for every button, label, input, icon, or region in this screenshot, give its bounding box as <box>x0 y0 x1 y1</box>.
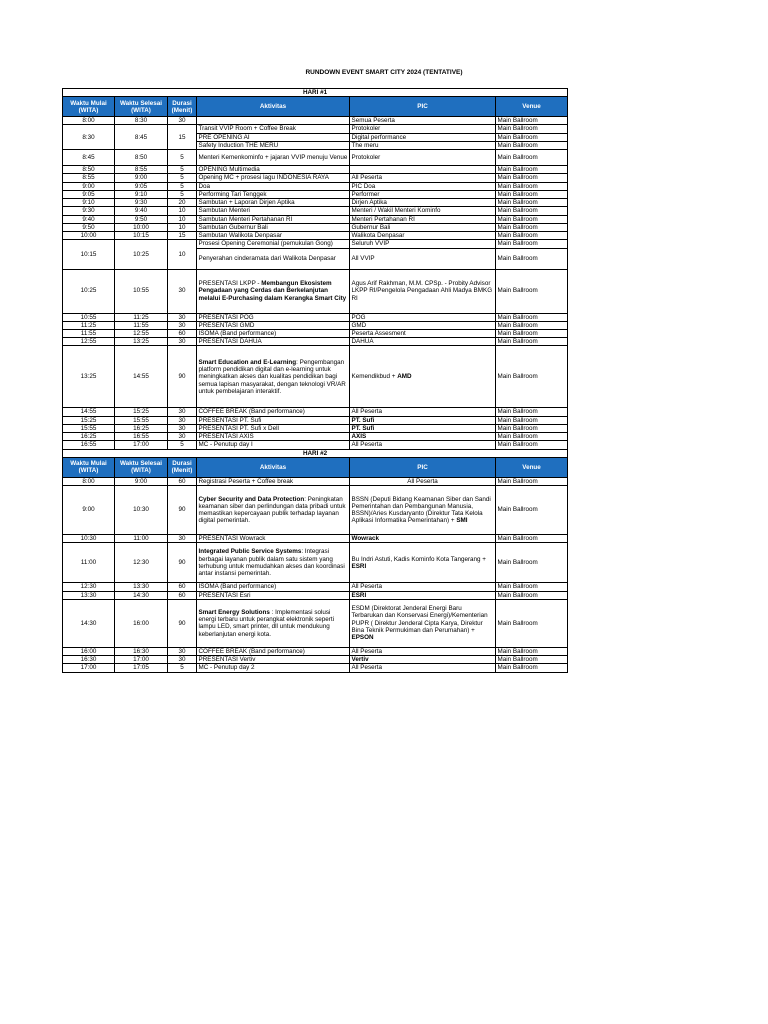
end-time: 16:25 <box>115 424 168 432</box>
duration: 20 <box>168 199 197 207</box>
table-row <box>63 647 568 655</box>
column-header-row <box>63 97 568 117</box>
venue: Main Ballroom <box>496 321 568 329</box>
venue: Main Ballroom <box>496 182 568 190</box>
end-time: 13:25 <box>115 338 168 346</box>
document-title: RUNDOWN EVENT SMART CITY 2024 (TENTATIVE) <box>305 69 463 76</box>
start-time: 10:25 <box>63 269 115 313</box>
activity: MC - Penutup day 2 <box>197 664 350 672</box>
activity: Opening MC + prosesi lagu INDONESIA RAYA <box>197 174 350 182</box>
column-header-row <box>63 457 568 477</box>
venue: Main Ballroom <box>496 329 568 337</box>
pic: Walikota Denpasar <box>350 232 496 240</box>
venue: Main Ballroom <box>496 269 568 313</box>
pic: GMD <box>350 321 496 329</box>
end-time: 10:00 <box>115 223 168 231</box>
start-time: 8:00 <box>63 117 115 125</box>
column-header-venue: Venue <box>496 97 568 117</box>
table-row <box>63 232 568 240</box>
end-time: 14:55 <box>115 346 168 408</box>
pic: The meru <box>350 141 496 149</box>
venue: Main Ballroom <box>496 240 568 248</box>
activity: ISOMA (Band performance) <box>197 583 350 591</box>
duration: 30 <box>168 321 197 329</box>
venue: Main Ballroom <box>496 174 568 182</box>
duration: 5 <box>168 150 197 166</box>
activity: PRESENTASI DAHUA <box>197 338 350 346</box>
activity: PRESENTASI Vertiv <box>197 656 350 664</box>
pic: PIC Doa <box>350 182 496 190</box>
duration: 5 <box>168 182 197 190</box>
venue: Main Ballroom <box>496 416 568 424</box>
venue: Main Ballroom <box>496 125 568 133</box>
column-header-pic: PIC <box>350 97 496 117</box>
start-time: 11:25 <box>63 321 115 329</box>
duration: 60 <box>168 591 197 599</box>
venue: Main Ballroom <box>496 543 568 583</box>
end-time: 9:10 <box>115 190 168 198</box>
venue: Main Ballroom <box>496 486 568 535</box>
table-row <box>63 424 568 432</box>
activity: Registrasi Peserta + Coffee break <box>197 477 350 485</box>
table-row <box>63 182 568 190</box>
table-row <box>63 543 568 583</box>
end-time: 10:25 <box>115 240 168 269</box>
end-time: 13:30 <box>115 583 168 591</box>
duration: 5 <box>168 174 197 182</box>
activity: PRESENTASI LKPP - Membangun Ekosistem Pengadaan yang Cerdas dan Berkelanjutan melalui E-Purchasing dalam Kerangka Smart City <box>197 269 350 313</box>
pic: Dirjen Aptika <box>350 199 496 207</box>
pic <box>350 166 496 174</box>
venue: Main Ballroom <box>496 346 568 408</box>
pic: Bu Indri Astuti, Kadis Kominfo Kota Tangerang + ESRI <box>350 543 496 583</box>
start-time: 9:00 <box>63 486 115 535</box>
activity: PRESENTASI POG <box>197 313 350 321</box>
venue: Main Ballroom <box>496 117 568 125</box>
pic: Kemendikbud + AMD <box>350 346 496 408</box>
duration: 30 <box>168 313 197 321</box>
pic: PT. Sufi <box>350 416 496 424</box>
table-row <box>63 664 568 672</box>
start-time: 10:15 <box>63 240 115 269</box>
duration: 5 <box>168 664 197 672</box>
day-header-row <box>63 449 568 457</box>
duration: 90 <box>168 543 197 583</box>
table-row <box>63 486 568 535</box>
venue: Main Ballroom <box>496 141 568 149</box>
table-row <box>63 269 568 313</box>
end-time: 17:05 <box>115 664 168 672</box>
activity: PRESENTASI Esri <box>197 591 350 599</box>
table-row <box>63 223 568 231</box>
column-header-act: Aktivitas <box>197 97 350 117</box>
activity: Menteri Kemenkominfo + jajaran VVIP menuju Venue <box>197 150 350 166</box>
table-row <box>63 656 568 664</box>
duration: 60 <box>168 583 197 591</box>
venue: Main Ballroom <box>496 166 568 174</box>
pic: All VVIP <box>350 248 496 269</box>
start-time: 8:50 <box>63 166 115 174</box>
venue: Main Ballroom <box>496 583 568 591</box>
column-header-dur: Durasi (Menit) <box>168 457 197 477</box>
start-time: 16:30 <box>63 656 115 664</box>
activity: Integrated Public Service Systems: Integrasi berbagai layanan publik dalam satu sistem yang terhubung untuk memudahkan akses dan koordinasi antar instansi pemerintah. <box>197 543 350 583</box>
table-row <box>63 591 568 599</box>
pic: BSSN (Deputi Bidang Keamanan Siber dan Sandi Pemerintahan dan Pembangunan Manusia, BSSN)/Aries Kusdaryanto (Direktur Tata Kelola Aplikasi Informatika Pemerintahan) + SMI <box>350 486 496 535</box>
pic: Menteri Pertahanan RI <box>350 215 496 223</box>
pic: All Peserta <box>350 441 496 449</box>
duration: 30 <box>168 338 197 346</box>
venue: Main Ballroom <box>496 424 568 432</box>
pic: Wowrack <box>350 535 496 543</box>
activity: Performing Tari Tenggek <box>197 190 350 198</box>
pic: ESDM (Direktorat Jenderal Energi Baru Terbarukan dan Konservasi Energi)/Kementerian PUPR ( Direktur Jenderal Cipta Karya, Direktur Bina Teknik Permukiman dan Perumahan) + EPSON <box>350 599 496 647</box>
pic: Vertiv <box>350 656 496 664</box>
pic: All Peserta <box>350 477 496 485</box>
column-header-start: Waktu Mulai (WITA) <box>63 97 115 117</box>
start-time: 14:55 <box>63 408 115 416</box>
table-row <box>63 338 568 346</box>
start-time: 8:30 <box>63 125 115 150</box>
start-time: 17:00 <box>63 664 115 672</box>
duration: 60 <box>168 329 197 337</box>
column-header-venue: Venue <box>496 457 568 477</box>
end-time: 9:30 <box>115 199 168 207</box>
duration: 30 <box>168 656 197 664</box>
pic: All Peserta <box>350 174 496 182</box>
end-time: 11:55 <box>115 321 168 329</box>
activity: PRE OPENING AI <box>197 133 350 141</box>
end-time: 16:30 <box>115 647 168 655</box>
start-time: 8:55 <box>63 174 115 182</box>
table-row <box>63 150 568 166</box>
duration: 30 <box>168 408 197 416</box>
venue: Main Ballroom <box>496 199 568 207</box>
pic: Gubernur Bali <box>350 223 496 231</box>
activity: PRESENTASI PT. Sufi <box>197 416 350 424</box>
table-row <box>63 535 568 543</box>
end-time: 8:30 <box>115 117 168 125</box>
table-row <box>63 321 568 329</box>
day-label: HARI #1 <box>63 89 568 97</box>
activity: ISOMA (Band performance) <box>197 329 350 337</box>
column-header-start: Waktu Mulai (WITA) <box>63 457 115 477</box>
venue: Main Ballroom <box>496 477 568 485</box>
pic: ESRI <box>350 591 496 599</box>
pic: DAHUA <box>350 338 496 346</box>
end-time: 16:55 <box>115 433 168 441</box>
end-time: 11:25 <box>115 313 168 321</box>
table-row <box>63 583 568 591</box>
end-time: 8:45 <box>115 125 168 150</box>
venue: Main Ballroom <box>496 591 568 599</box>
activity: PRESENTASI GMD <box>197 321 350 329</box>
duration: 10 <box>168 215 197 223</box>
activity: Smart Education and E-Learning: Pengembangan platform pendidikan digital dan e-learning untuk meningkatkan akses dan kualitas pendidikan bagi semua lapisan masyarakat, dengan teknologi VR/AR untuk pembelajaran interaktif. <box>197 346 350 408</box>
activity: COFFEE BREAK (Band performance) <box>197 408 350 416</box>
activity: Transit VVIP Room + Coffee Break <box>197 125 350 133</box>
duration: 15 <box>168 125 197 150</box>
venue: Main Ballroom <box>496 232 568 240</box>
duration: 30 <box>168 433 197 441</box>
table-row <box>63 117 568 125</box>
start-time: 10:00 <box>63 232 115 240</box>
start-time: 8:00 <box>63 477 115 485</box>
pic: PT. Sufi <box>350 424 496 432</box>
start-time: 11:55 <box>63 329 115 337</box>
duration: 30 <box>168 424 197 432</box>
pic: Digital performance <box>350 133 496 141</box>
activity: MC - Penutup day I <box>197 441 350 449</box>
day-label: HARI #2 <box>63 449 568 457</box>
pic: POG <box>350 313 496 321</box>
venue: Main Ballroom <box>496 656 568 664</box>
venue: Main Ballroom <box>496 408 568 416</box>
duration: 30 <box>168 416 197 424</box>
column-header-pic: PIC <box>350 457 496 477</box>
pic: Performer <box>350 190 496 198</box>
table-row <box>63 207 568 215</box>
start-time: 10:30 <box>63 535 115 543</box>
duration: 5 <box>168 441 197 449</box>
end-time: 17:00 <box>115 656 168 664</box>
start-time: 13:25 <box>63 346 115 408</box>
pic: AXIS <box>350 433 496 441</box>
pic: All Peserta <box>350 664 496 672</box>
end-time: 15:25 <box>115 408 168 416</box>
venue: Main Ballroom <box>496 441 568 449</box>
end-time: 12:55 <box>115 329 168 337</box>
activity: PRESENTASI AXIS <box>197 433 350 441</box>
activity: Sambutan + Laporan Dirjen Aptika <box>197 199 350 207</box>
activity: COFFEE BREAK (Band performance) <box>197 647 350 655</box>
end-time: 8:55 <box>115 166 168 174</box>
start-time: 16:00 <box>63 647 115 655</box>
activity: Penyerahan cinderamata dari Walikota Denpasar <box>197 248 350 269</box>
end-time: 9:00 <box>115 174 168 182</box>
table-row <box>63 477 568 485</box>
pic: All Peserta <box>350 583 496 591</box>
activity: Sambutan Menteri Pertahanan RI <box>197 215 350 223</box>
venue: Main Ballroom <box>496 599 568 647</box>
duration: 10 <box>168 207 197 215</box>
pic: All Peserta <box>350 647 496 655</box>
table-row <box>63 433 568 441</box>
duration: 5 <box>168 166 197 174</box>
start-time: 16:25 <box>63 433 115 441</box>
activity: Smart Energy Solutions : Implementasi solusi energi terbaru untuk perangkat elektronik seperti lampu LED, smart printer, dll untuk mendukung keberlanjutan energi kota. <box>197 599 350 647</box>
table-row <box>63 125 568 133</box>
table-row <box>63 166 568 174</box>
rundown-table <box>62 88 568 673</box>
start-time: 12:30 <box>63 583 115 591</box>
end-time: 10:15 <box>115 232 168 240</box>
end-time: 9:50 <box>115 215 168 223</box>
pic: Semua Peserta <box>350 117 496 125</box>
column-header-dur: Durasi (Menit) <box>168 97 197 117</box>
pic: Protokoler <box>350 125 496 133</box>
start-time: 9:10 <box>63 199 115 207</box>
pic: Agus Arif Rakhman, M.M. CPSp. - Probity Advisor LKPP RI/Pengelola Pengadaan Ahli Madya BMKG RI <box>350 269 496 313</box>
table-row <box>63 215 568 223</box>
venue: Main Ballroom <box>496 223 568 231</box>
venue: Main Ballroom <box>496 133 568 141</box>
table-row <box>63 408 568 416</box>
end-time: 11:00 <box>115 535 168 543</box>
venue: Main Ballroom <box>496 248 568 269</box>
column-header-end: Waktu Selesai (WITA) <box>115 457 168 477</box>
start-time: 15:55 <box>63 424 115 432</box>
activity: Sambutan Menteri <box>197 207 350 215</box>
activity: Safety Induction THE MERU <box>197 141 350 149</box>
table-row <box>63 240 568 248</box>
end-time: 9:40 <box>115 207 168 215</box>
duration: 5 <box>168 190 197 198</box>
duration: 90 <box>168 599 197 647</box>
end-time: 14:30 <box>115 591 168 599</box>
pic: Protokoler <box>350 150 496 166</box>
venue: Main Ballroom <box>496 664 568 672</box>
table-row <box>63 346 568 408</box>
table-row <box>63 416 568 424</box>
venue: Main Ballroom <box>496 338 568 346</box>
activity: OPENING Multimedia <box>197 166 350 174</box>
start-time: 13:30 <box>63 591 115 599</box>
column-header-end: Waktu Selesai (WITA) <box>115 97 168 117</box>
venue: Main Ballroom <box>496 190 568 198</box>
end-time: 10:30 <box>115 486 168 535</box>
activity: Sambutan Gubernur Bali <box>197 223 350 231</box>
end-time: 10:55 <box>115 269 168 313</box>
pic: All Peserta <box>350 408 496 416</box>
table-row <box>63 599 568 647</box>
pic: Peserta Assesment <box>350 329 496 337</box>
pic: Seluruh VVIP <box>350 240 496 248</box>
venue: Main Ballroom <box>496 313 568 321</box>
start-time: 11:00 <box>63 543 115 583</box>
table-row <box>63 441 568 449</box>
activity: PRESENTASI Wowrack <box>197 535 350 543</box>
activity: Sambutan Walikota Denpasar <box>197 232 350 240</box>
venue: Main Ballroom <box>496 150 568 166</box>
table-row <box>63 174 568 182</box>
table-row <box>63 329 568 337</box>
start-time: 9:00 <box>63 182 115 190</box>
column-header-act: Aktivitas <box>197 457 350 477</box>
end-time: 15:55 <box>115 416 168 424</box>
duration: 60 <box>168 477 197 485</box>
duration: 90 <box>168 346 197 408</box>
start-time: 9:50 <box>63 223 115 231</box>
duration: 90 <box>168 486 197 535</box>
table-row <box>63 313 568 321</box>
duration: 30 <box>168 535 197 543</box>
start-time: 9:30 <box>63 207 115 215</box>
venue: Main Ballroom <box>496 207 568 215</box>
activity: Doa <box>197 182 350 190</box>
duration: 10 <box>168 240 197 269</box>
table-row <box>63 190 568 198</box>
end-time: 8:50 <box>115 150 168 166</box>
pic: Menteri / Wakil Menteri Kominfo <box>350 207 496 215</box>
duration: 30 <box>168 269 197 313</box>
duration: 30 <box>168 117 197 125</box>
venue: Main Ballroom <box>496 433 568 441</box>
end-time: 9:00 <box>115 477 168 485</box>
venue: Main Ballroom <box>496 647 568 655</box>
end-time: 9:05 <box>115 182 168 190</box>
start-time: 12:55 <box>63 338 115 346</box>
activity <box>197 117 350 125</box>
end-time: 12:30 <box>115 543 168 583</box>
venue: Main Ballroom <box>496 215 568 223</box>
start-time: 9:05 <box>63 190 115 198</box>
activity: Prosesi Opening Ceremonial (pemukulan Gong) <box>197 240 350 248</box>
start-time: 9:40 <box>63 215 115 223</box>
end-time: 16:00 <box>115 599 168 647</box>
start-time: 15:25 <box>63 416 115 424</box>
table-row <box>63 199 568 207</box>
activity: Cyber Security and Data Protection: Peningkatan keamanan siber dan perlindungan data pribadi untuk memastikan kepercayaan publik terhadap layanan digital pemerintah. <box>197 486 350 535</box>
duration: 10 <box>168 223 197 231</box>
end-time: 17:00 <box>115 441 168 449</box>
duration: 15 <box>168 232 197 240</box>
start-time: 8:45 <box>63 150 115 166</box>
start-time: 16:55 <box>63 441 115 449</box>
venue: Main Ballroom <box>496 535 568 543</box>
day-header-row <box>63 89 568 97</box>
start-time: 10:55 <box>63 313 115 321</box>
activity: PRESENTASI PT. Sufi x Dell <box>197 424 350 432</box>
start-time: 14:30 <box>63 599 115 647</box>
duration: 30 <box>168 647 197 655</box>
